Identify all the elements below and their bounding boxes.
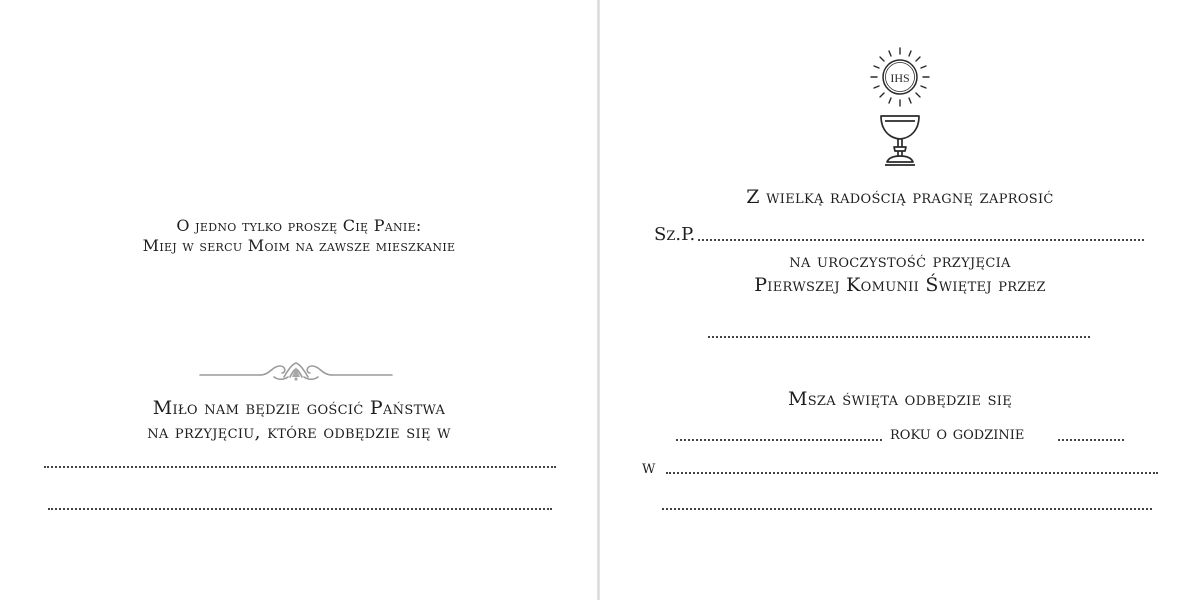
mass-title xyxy=(600,387,1200,411)
ihs-monogram: IHS xyxy=(890,71,910,85)
occasion-text xyxy=(600,249,1200,297)
prayer-line-1: O jedno tylko proszę Cię Panie: xyxy=(176,216,422,235)
prayer-text xyxy=(0,216,598,256)
occasion-line-2: Pierwszej Komunii Świętej przez xyxy=(754,274,1046,296)
left-page xyxy=(0,0,598,600)
invitation-heading xyxy=(600,185,1200,209)
venue-line-1[interactable] xyxy=(44,466,556,468)
chalice-host-icon xyxy=(869,44,931,168)
date-line[interactable] xyxy=(676,439,882,441)
year-time-label: roku o godzinie xyxy=(890,423,1025,444)
occasion-line-1: na uroczystość przyjęcia xyxy=(789,250,1011,272)
place-line-1[interactable] xyxy=(666,472,1158,474)
mass-title-text: Msza święta odbędzie się xyxy=(787,388,1013,410)
child-name-line[interactable] xyxy=(708,336,1090,338)
invite-text xyxy=(0,396,598,444)
right-page xyxy=(600,0,1200,600)
place-line-2[interactable] xyxy=(662,508,1152,510)
recipient-line[interactable] xyxy=(698,239,1144,241)
heading-text: Z wielką radością pragnę zaprosić xyxy=(746,186,1054,208)
venue-line-2[interactable] xyxy=(48,508,552,510)
recipient-label: Sz.P. xyxy=(654,224,696,245)
invite-line-2: na przyjęciu, które odbędzie się w xyxy=(147,421,451,443)
invite-line-1: Miło nam będzie gościć Państwa xyxy=(152,397,446,419)
ornament-flourish-icon xyxy=(198,358,394,384)
prayer-line-2: Miej w sercu Moim na zawsze mieszkanie xyxy=(142,236,456,255)
time-line[interactable] xyxy=(1058,439,1124,441)
place-label: w xyxy=(642,457,656,478)
